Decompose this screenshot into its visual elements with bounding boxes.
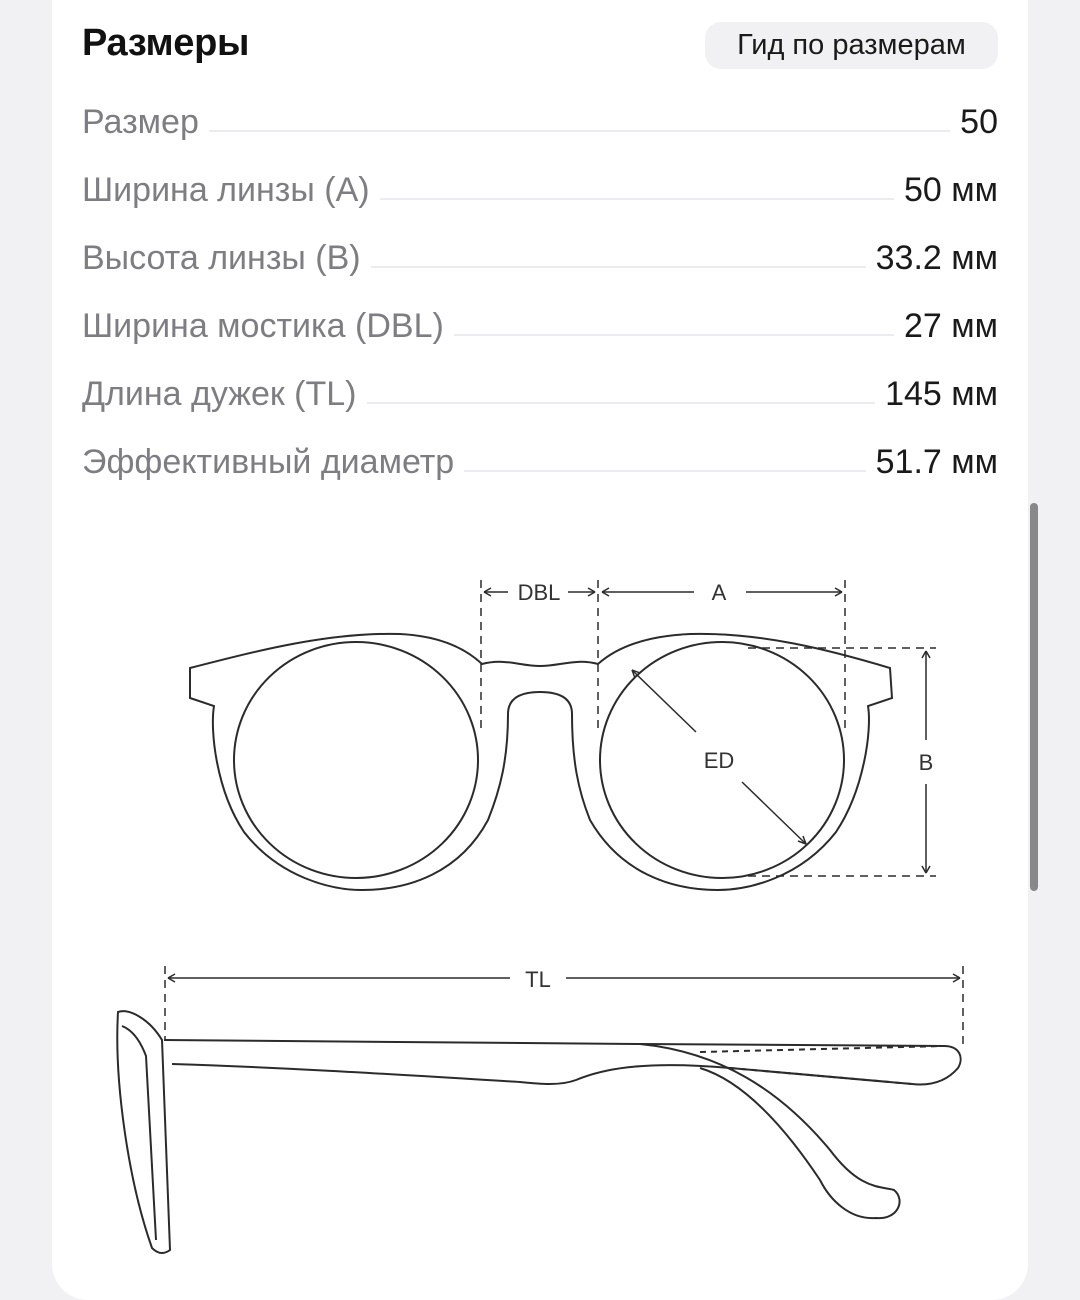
glasses-size-diagram	[0, 560, 1080, 1280]
spec-leader-line	[380, 198, 894, 200]
spec-label: Длина дужек (TL)	[82, 375, 357, 413]
spec-value: 50	[960, 103, 998, 141]
spec-value: 145 мм	[885, 375, 998, 413]
a-label: A	[711, 580, 727, 605]
b-dimension	[748, 648, 936, 876]
size-guide-button[interactable]: Гид по размерам	[705, 22, 998, 69]
spec-row-lens-width	[82, 166, 998, 210]
spec-leader-line	[371, 266, 866, 268]
spec-label: Ширина линзы (A)	[82, 171, 370, 209]
spec-label: Размер	[82, 103, 199, 141]
tl-label: TL	[525, 967, 551, 992]
spec-leader-line	[209, 130, 950, 132]
spec-row-temple-length	[82, 370, 998, 414]
dbl-label: DBL	[517, 580, 561, 605]
b-label: B	[918, 750, 934, 775]
ed-label: ED	[703, 748, 735, 773]
spec-leader-line	[454, 334, 894, 336]
spec-value: 27 мм	[903, 307, 998, 345]
spec-label: Эффективный диаметр	[82, 443, 455, 481]
tl-dimension	[165, 966, 963, 1050]
spec-row-size	[82, 98, 998, 142]
spec-label: Высота линзы (B)	[82, 239, 361, 277]
spec-row-effective-diameter	[82, 438, 998, 482]
spec-value: 33.2 мм	[875, 239, 998, 277]
side-view-frame	[117, 1011, 960, 1253]
spec-row-lens-height	[82, 234, 998, 278]
front-view-frame	[190, 634, 892, 890]
spec-value: 51.7 мм	[875, 443, 998, 481]
scrollbar[interactable]	[1030, 503, 1038, 891]
spec-row-bridge-width	[82, 302, 998, 346]
spec-label: Ширина мостика (DBL)	[82, 307, 444, 345]
spec-leader-line	[367, 402, 876, 404]
section-title: Размеры	[82, 22, 250, 64]
spec-value: 50 мм	[903, 171, 998, 209]
spec-leader-line	[464, 470, 865, 472]
